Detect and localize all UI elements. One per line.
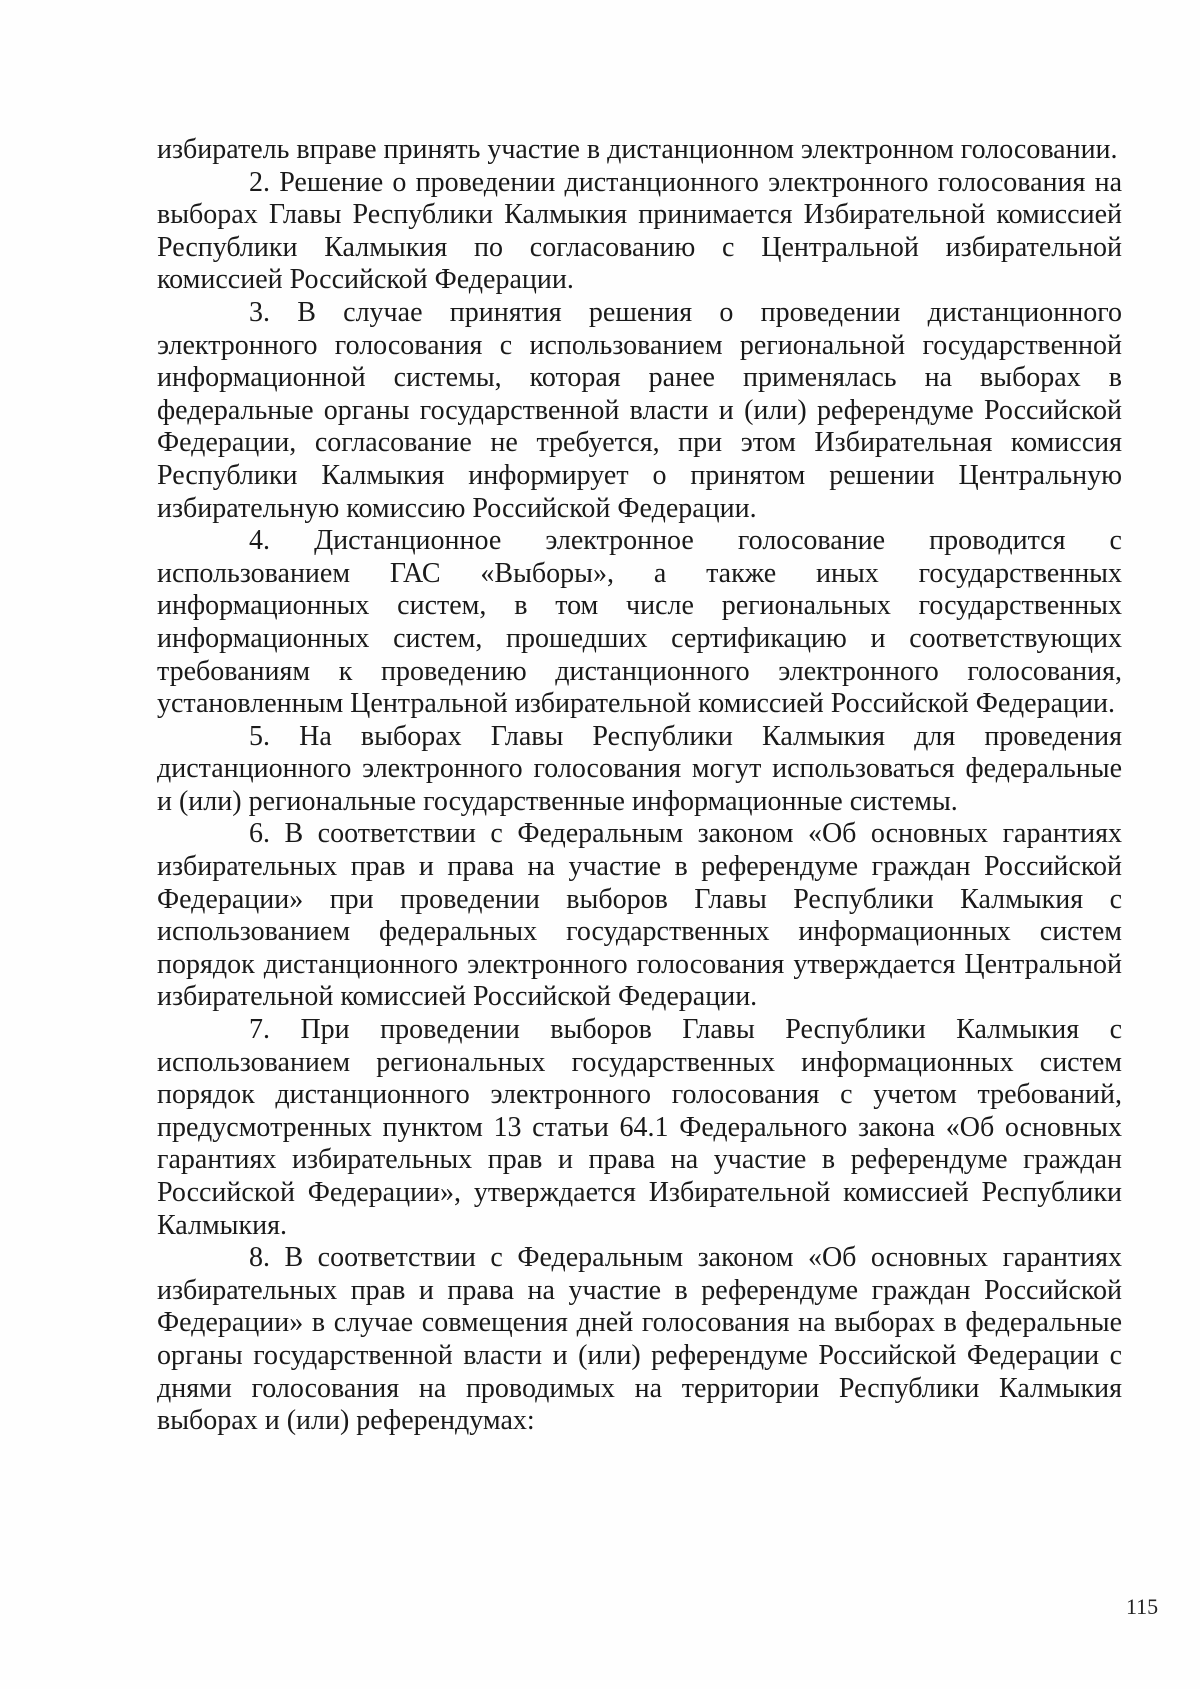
paragraph-item-7: 7. При проведении выборов Главы Республики Калмыкия с использованием региональных государственных информационных систем порядок дистанционного электронного голосования с учетом требований, предусмотренных пунктом 13 статьи 64.1 Федерального закона «Об основных гарантиях избирательных прав и права на участие в референдуме граждан Российской Федерации», утверждается Избирательной комиссией Республики Калмыкия.: [157, 1014, 1122, 1241]
page-number: 115: [1126, 1594, 1159, 1619]
paragraph-item-3: 3. В случае принятия решения о проведении дистанционного электронного голосования с использованием региональной государственной информационной системы, которая ранее применялась на выборах в федеральные органы государственной власти и (или) референдуме Российской Федерации, согласование не требуется, при этом Избирательная комиссия Республики Калмыкия информирует о принятом решении Центральную избирательную комиссию Российской Федерации.: [157, 296, 1122, 524]
paragraph-item-6: 6. В соответствии с Федеральным законом «Об основных гарантиях избирательных прав и права на участие в референдуме граждан Российской Федерации» при проведении выборов Главы Республики Калмыкия с использованием федеральных государственных информационных систем порядок дистанционного электронного голосования утверждается Центральной избирательной комиссией Российской Федерации.: [157, 818, 1122, 1013]
document-body: [157, 134, 1122, 1438]
paragraph-continuation: избиратель вправе принять участие в дистанционном электронном голосовании.: [157, 134, 1118, 165]
paragraph-item-2: 2. Решение о проведении дистанционного электронного голосования на выборах Главы Республики Калмыкия принимается Избирательной комиссией Республики Калмыкия по согласованию с Центральной избирательной комиссией Российской Федерации.: [157, 166, 1122, 296]
paragraph-item-5: 5. На выборах Главы Республики Калмыкия для проведения дистанционного электронного голосования могут использоваться федеральные и (или) региональные государственные информационные системы.: [157, 720, 1122, 817]
paragraph-item-4: 4. Дистанционное электронное голосование проводится с использованием ГАС «Выборы», а также иных государственных информационных систем, в том числе региональных государственных информационных систем, прошедших сертификацию и соответствующих требованиям к проведению дистанционного электронного голосования, установленным Центральной избирательной комиссией Российской Федерации.: [157, 525, 1122, 720]
paragraph-item-8: 8. В соответствии с Федеральным законом «Об основных гарантиях избирательных прав и права на участие в референдуме граждан Российской Федерации» в случае совмещения дней голосования на выборах в федеральные органы государственной власти и (или) референдуме Российской Федерации с днями голосования на проводимых на территории Республики Калмыкия выборах и (или) референдумах:: [157, 1242, 1122, 1437]
